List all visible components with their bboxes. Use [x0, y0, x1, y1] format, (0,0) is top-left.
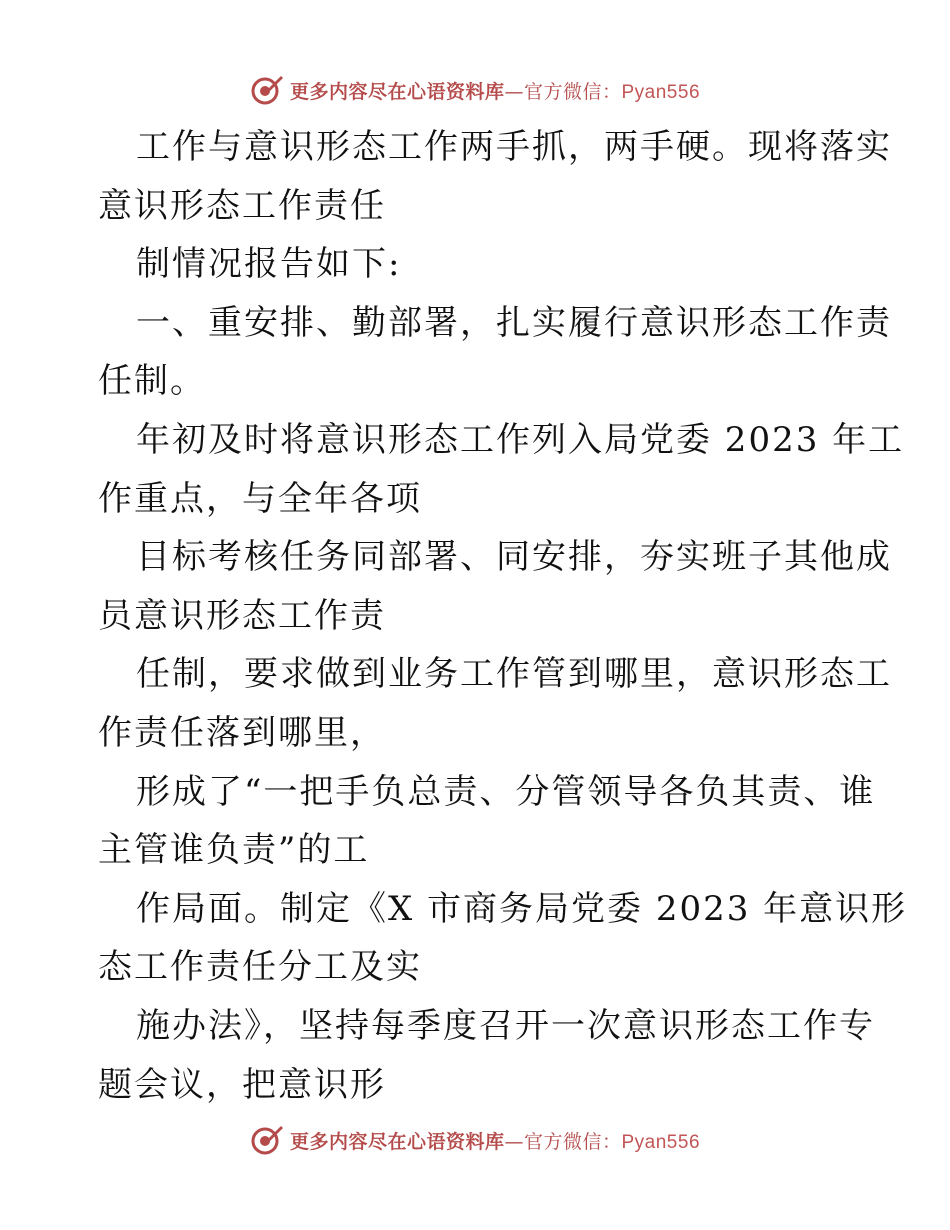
body-line: 目标考核任务同部署、同安排，夯实班子其他成	[136, 537, 892, 578]
footer-banner-separator: —	[504, 1130, 524, 1153]
body-line: 主管谁负责”的工	[98, 830, 370, 871]
header-banner	[0, 70, 950, 110]
body-line: 一、重安排、勤部署，扎实履行意识形态工作责	[136, 302, 892, 343]
body-line: 制情况报告如下:	[136, 244, 402, 285]
header-banner-text	[290, 77, 700, 104]
body-line: 施办法》，坚持每季度召开一次意识形态工作专	[136, 1005, 875, 1046]
header-banner-wechat-label: 官方微信：	[523, 80, 622, 103]
document-body	[98, 118, 908, 1114]
body-line: 作重点，与全年各项	[98, 478, 422, 519]
footer-banner-lead: 更多内容尽在心语资料库	[289, 1130, 505, 1153]
body-line: 态工作责任分工及实	[98, 947, 422, 988]
body-line: 作责任落到哪里，	[98, 712, 386, 753]
header-banner-lead: 更多内容尽在心语资料库	[289, 80, 505, 103]
footer-banner	[0, 1120, 950, 1160]
body-line: 作局面。制定《X 市商务局党委 2023 年意识形	[136, 888, 908, 929]
body-line: 题会议，把意识形	[98, 1064, 386, 1105]
footer-banner-wechat-label: 官方微信：	[523, 1130, 622, 1153]
pen-logo-icon	[250, 73, 284, 107]
body-line: 任制，要求做到业务工作管到哪里，意识形态工	[136, 654, 892, 695]
footer-banner-text	[290, 1127, 700, 1154]
body-line: 工作与意识形态工作两手抓，两手硬。现将落实	[136, 127, 892, 167]
body-line: 年初及时将意识形态工作列入局党委 2023 年工	[136, 419, 905, 460]
footer-banner-brand: Pyan556	[621, 1131, 701, 1153]
body-line: 意识形态工作责任	[98, 185, 386, 226]
header-banner-separator: —	[504, 80, 524, 103]
body-line: 任制。	[98, 361, 206, 402]
header-banner-brand: Pyan556	[621, 81, 701, 103]
pen-logo-icon	[250, 1123, 284, 1157]
body-line: 员意识形态工作责	[98, 595, 386, 636]
body-line: 形成了“一把手负总责、分管领导各负其责、谁	[136, 771, 876, 812]
